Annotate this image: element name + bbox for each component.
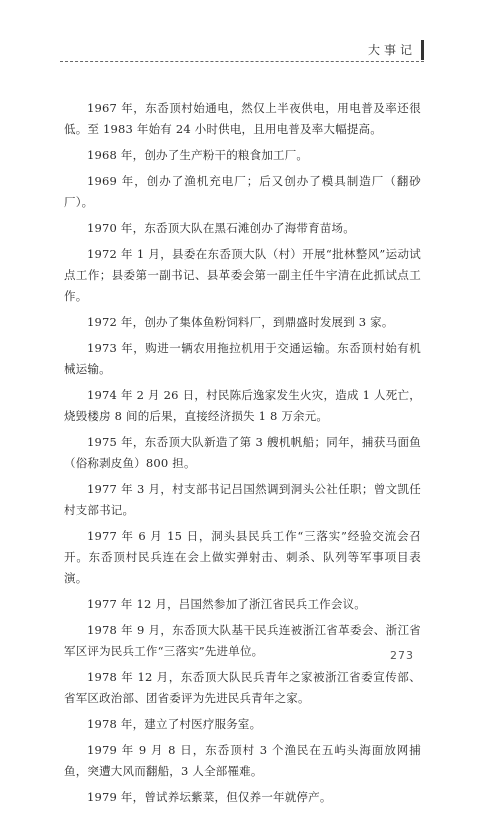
chronicle-entry: 1972 年 1 月，县委在东岙顶大队（村）开展“批林整风”运动试点工作；县委第一副书记、县革委会第一副主任牛宇清在此抓试点工作。 xyxy=(64,247,421,303)
chronicle-body xyxy=(64,98,421,813)
chronicle-entry: 1968 年，创办了生产粉干的粮食加工厂。 xyxy=(87,148,309,162)
chronicle-entry: 1974 年 2 月 26 日，村民陈后逸家发生火灾，造成 1 人死亡，烧毁楼房 8 间的后果，直接经济损失 1 8 万余元。 xyxy=(64,388,421,423)
chronicle-entry: 1977 年 6 月 15 日，洞头县民兵工作“三落实”经验交流会召开。东岙顶村民兵连在会上做实弹射击、刺杀、队列等军事项目表演。 xyxy=(64,529,421,585)
chronicle-entry: 1972 年，创办了集体鱼粉饲料厂，到鼎盛时发展到 3 家。 xyxy=(87,315,394,329)
header-dashed-rule xyxy=(60,61,424,62)
section-title: 大事记 xyxy=(367,43,416,57)
chronicle-entry: 1977 年 12 月，吕国然参加了浙江省民兵工作会议。 xyxy=(87,597,366,611)
chronicle-entry: 1978 年 9 月，东岙顶大队基干民兵连被浙江省革委会、浙江省军区评为民兵工作“三落实”先进单位。 xyxy=(64,623,421,658)
chronicle-entry: 1970 年，东岙顶大队在黑石滩创办了海带育苗场。 xyxy=(87,221,355,235)
chronicle-entry: 1977 年 3 月，村支部书记吕国然调到洞头公社任职；曾文凯任村支部书记。 xyxy=(64,482,421,517)
page-number: 273 xyxy=(390,649,414,662)
chronicle-entry: 1979 年 9 月 8 日，东岙顶村 3 个渔民在五屿头海面放网捕鱼，突遭大风而翻船，3 人全部罹难。 xyxy=(64,743,421,778)
chronicle-entry: 1979 年，曾试养坛紫菜，但仅养一年就停产。 xyxy=(87,790,332,804)
chronicle-entry: 1978 年 12 月，东岙顶大队民兵青年之家被浙江省委宣传部、省军区政治部、团省委评为先进民兵青年之家。 xyxy=(64,670,421,705)
chronicle-entry: 1967 年，东岙顶村始通电，然仅上半夜供电，用电普及率还很低。至 1983 年始有 24 小时供电，且用电普及率大幅提高。 xyxy=(64,101,421,136)
chronicle-entry: 1975 年，东岙顶大队新造了第 3 艘机帆船；同年，捕获马面鱼（俗称剥皮鱼）800 担。 xyxy=(64,435,421,470)
chronicle-entry: 1969 年，创办了渔机充电厂；后又创办了模具制造厂（翻砂厂）。 xyxy=(64,174,421,209)
header-bar-decoration xyxy=(421,40,424,60)
chronicle-entry: 1973 年，购进一辆农用拖拉机用于交通运输。东岙顶村始有机械运输。 xyxy=(64,341,421,376)
chronicle-entry: 1978 年，建立了村医疗服务室。 xyxy=(87,717,262,731)
